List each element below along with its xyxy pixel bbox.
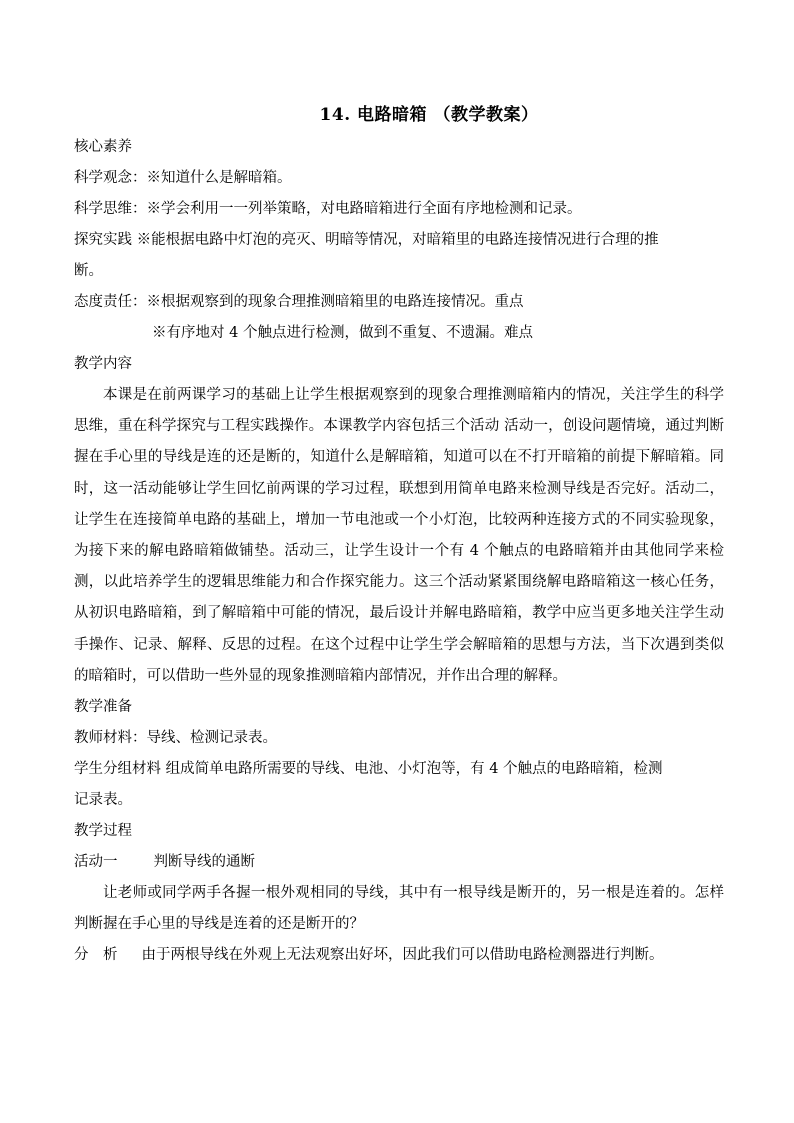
section-heading-process: 教学过程 <box>74 823 132 840</box>
science-concept-line: 科学观念：※知道什么是解暗箱。 <box>74 170 292 186</box>
attitude-line: 态度责任：※根据观察到的现象合理推测暗箱里的电路连接情况。重点 <box>74 294 524 310</box>
document-title: 14. 电路暗箱 （教学教案） <box>319 105 539 125</box>
teacher-materials-line: 教师材料：导线、检测记录表。 <box>74 730 277 747</box>
analysis-text: 由于两根导线在外观上无法观察出好坏，因此我们可以借助电路检测器进行判断。 <box>141 947 664 964</box>
activity-paragraph: 让老师或同学两手各握一根外观相同的导线，其中有一根导线是断开的，另一根是连着的。怎样判断握在手心里的导线是连着的还是断开的？ <box>74 885 724 933</box>
science-thinking-line: 科学思维：※学会利用一一列举策略，对电路暗箱进行全面有序地检测和记录。 <box>74 201 582 217</box>
activity-title: 判断导线的通断 <box>153 854 255 871</box>
section-heading-core: 核心素养 <box>74 139 132 155</box>
document-page <box>74 100 724 971</box>
student-materials-line: 学生分组材料 组成简单电路所需要的导线、电池、小灯泡等，有 4 个触点的电路暗箱，检测 <box>74 761 663 778</box>
inquiry-practice-line-cont: 断。 <box>74 263 103 279</box>
student-materials-line-cont: 记录表。 <box>74 792 132 809</box>
analysis-label: 分 析 <box>74 947 118 964</box>
content-paragraph: 本课是在前两课学习的基础上让学生根据观察到的现象合理推测暗箱内的情况，关注学生的科学思维，重在科学探究与工程实践操作。本课教学内容包括三个活动 活动一，创设问题情境，通过判断握在手心里的导线是连的还是断的，知道什么是解暗箱，知道可以在不打开暗箱的前提下解暗箱。同时，这一活动能够让学生回忆前两课的学习过程，联想到用简单电路来检测导线是否完好。活动二，让学生在连接简单电路的基础上，增加一节电池或一个小灯泡，比较两种连接方式的不同实验现象，为接下来的解电路暗箱做铺垫。活动三，让学生设计一个有 4 个触点的电路暗箱并由其他同学来检测，以此培养学生的逻辑思维能力和合作探究能力。这三个活动紧紧围绕解电路暗箱这一核心任务，从初识电路暗箱，到了解暗箱中可能的情况，最后设计并解电路暗箱，教学中应当更多地关注学生动手操作、记录、解释、反思的过程。在这个过程中让学生学会解暗箱的思想与方法，当下次遇到类似的暗箱时，可以借助一些外显的现象推测暗箱内部情况，并作出合理的解释。 <box>74 387 724 684</box>
inquiry-practice-line: 探究实践 ※能根据电路中灯泡的亮灭、明暗等情况，对暗箱里的电路连接情况进行合理的推 <box>74 232 659 248</box>
activity-label: 活动一 <box>74 854 118 871</box>
section-heading-prep: 教学准备 <box>74 699 132 716</box>
analysis-row <box>74 940 724 971</box>
section-heading-content: 教学内容 <box>74 356 132 372</box>
activity-one-heading <box>74 847 724 878</box>
attitude-line-cont: ※有序地对 4 个触点进行检测，做到不重复、不遗漏。难点 <box>152 325 533 341</box>
